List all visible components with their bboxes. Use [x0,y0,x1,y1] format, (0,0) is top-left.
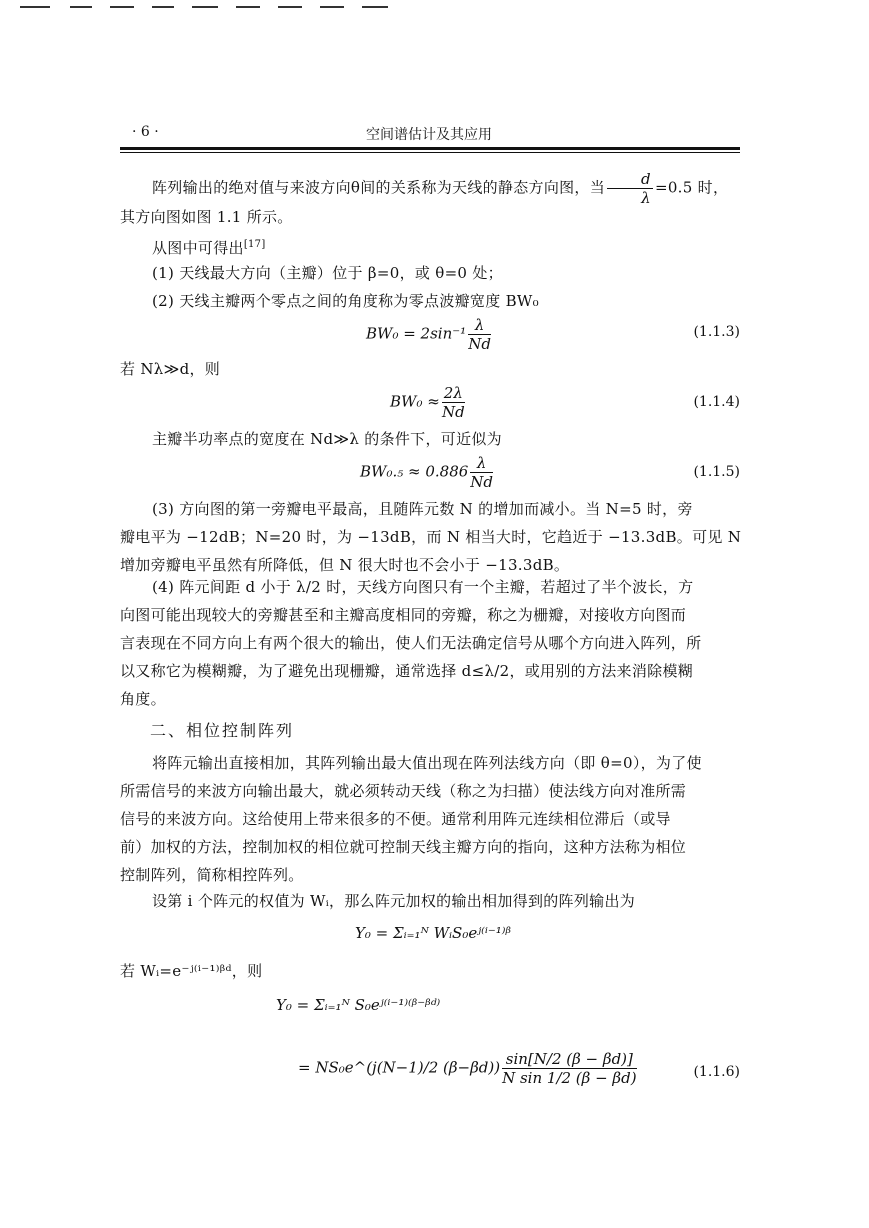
list-item-1: (1) 天线最大方向（主瓣）位于 β=0，或 θ=0 处； [152,264,503,282]
paragraph-line: 所需信号的来波方向输出最大，就必须转动天线（称之为扫描）使法线方向对准所需 [120,782,687,800]
running-header [120,124,738,144]
paragraph-line: 前）加权的方法，控制加权的相位就可控制天线主瓣方向的指向，这种方法称为相位 [120,838,687,856]
equation-number: (1.1.6) [693,1064,740,1080]
header-rule-thin [120,152,740,153]
equation-number: (1.1.4) [693,394,740,410]
top-edge-dashes [0,0,420,14]
equation-number: (1.1.5) [693,464,740,480]
citation-ref: [17] [243,239,266,250]
paragraph-line: 瓣电平为 −12dB；N=20 时，为 −13dB，而 N 相当大时，它趋近于 −13.3dB。可见 N [120,528,742,546]
paragraph-line: 信号的来波方向。这给使用上带来很多的不便。通常利用阵元连续相位滞后（或导 [120,810,671,828]
paragraph-line: (3) 方向图的第一旁瓣电平最高，且随阵元数 N 的增加而减小。当 N=5 时，旁 [152,500,693,518]
paragraph-line: 阵列输出的绝对值与来波方向θ间的关系称为天线的静态方向图，当 $\frac{d}{\lambda}$ =0.5 时， [152,170,729,207]
page-number: · 6 · [132,124,159,140]
paragraph-line: 以又称它为模糊瓣，为了避免出现栅瓣，通常选择 d≤λ/2，或用别的方法来消除模糊 [120,662,694,680]
paragraph-line: 设第 i 个阵元的权值为 Wᵢ，那么阵元加权的输出相加得到的阵列输出为 [152,892,636,910]
equation-array-output-weighted: Y₀ = Σᵢ₌₁ᴺ S₀eʲ⁽ⁱ⁻¹⁾⁽ᵝ⁻ᵝᵈ⁾ [276,996,441,1014]
paragraph-line: 增加旁瓣电平虽然有所降低，但 N 很大时也不会小于 −13.3dB。 [120,556,570,574]
fraction-d-lambda: $\frac{d}{\lambda}$ [607,170,653,207]
paragraph-line: (4) 阵元间距 d 小于 λ/2 时，天线方向图只有一个主瓣，若超过了半个波长，方 [152,578,694,596]
equation-array-output: Y₀ = Σᵢ₌₁ᴺ WᵢS₀eʲ⁽ⁱ⁻¹⁾ᵝ [355,924,511,942]
section-heading: 二、相位控制阵列 [150,721,295,740]
paragraph-line: 若 Nλ≫d，则 [120,360,221,378]
paragraph-line: 主瓣半功率点的宽度在 Nd≫λ 的条件下，可近似为 [152,430,502,448]
equation-1-1-4: BW₀ ≈ $\frac{2\lambda}{Nd}$ [390,384,465,421]
equation-number: (1.1.3) [693,324,740,340]
paragraph-line: 其方向图如图 1.1 所示。 [120,208,293,226]
equation-1-1-5: BW₀.₅ ≈ 0.886 $\frac{\lambda}{Nd}$ [360,454,494,491]
list-item-2: (2) 天线主瓣两个零点之间的角度称为零点波瓣宽度 BW₀ [152,292,539,310]
paragraph-line: 言表现在不同方向上有两个很大的输出，使人们无法确定信号从哪个方向进入阵列，所 [120,634,702,652]
running-title: 空间谱估计及其应用 [366,127,492,143]
equation-1-1-6: = NS₀e^(j(N−1)/2 (β−βd)) $\frac{\sin[N/2 (\beta - \beta d)]}{\text{N sin 1/2 (β − βd)}}$ [298,1050,637,1087]
paragraph-line: 向图可能出现较大的旁瓣甚至和主瓣高度相同的旁瓣，称之为栅瓣，对接收方向图而 [120,606,687,624]
equation-1-1-3: BW₀ = 2sin⁻¹ $\frac{\lambda}{Nd}$ [366,316,491,353]
paragraph-line: 若 Wᵢ=e⁻ʲ⁽ⁱ⁻¹⁾ᵝᵈ，则 [120,962,263,980]
paragraph-line: 控制阵列，简称相控阵列。 [120,866,304,884]
header-rule-thick [120,147,740,150]
paragraph-line: 角度。 [120,690,166,708]
paragraph-line: 将阵元输出直接相加，其阵列输出最大值出现在阵列法线方向（即 θ=0），为了使 [152,754,702,772]
paragraph-line: 从图中可得出[17] [152,239,266,257]
